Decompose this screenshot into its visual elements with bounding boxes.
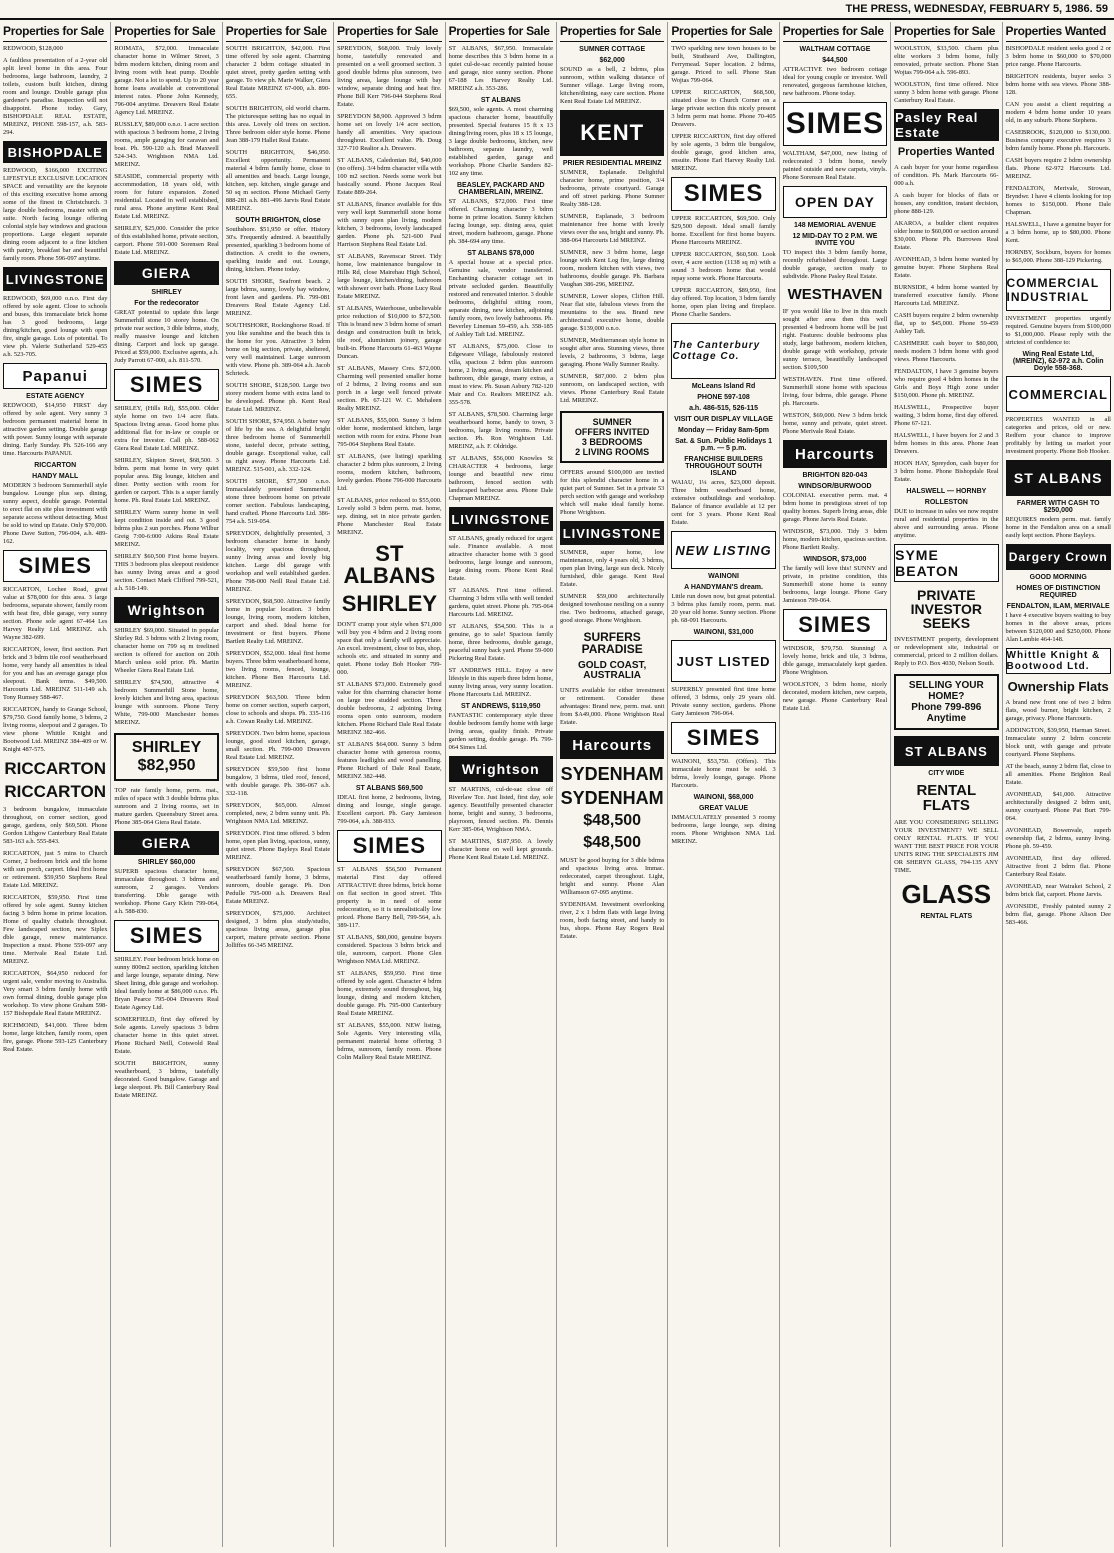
column-8 [780,22,891,1547]
classified-listing: SHIRLEY, $25,000. Consider the price of this established home, private section, carport. Phone 591-000 Sorensen Real Estate Ltd. MREINZ. [114,225,219,256]
classified-listing: ST ALBANS, Massey Cres. $72,000. Charming well presented smaller home of 2 bdrms, 2 living rooms and sun porch in a large well fenced private section. Ph. 67-121 W. C. Mehaleen Realty MREINZ. [337,365,442,412]
listing-headline: WALTHAM COTTAGE [799,46,871,53]
listing-headline: $44,500 [822,57,848,64]
classified-listing: ATTRACTIVE two bedroom cottage ideal for young couple or investor. Well renovated, gorgeous farmhouse kitchen, new bathroom. Phone today. [782,66,888,97]
classified-listing: AVONHEAD, Bowenvale, superb ownership flat, 2 bdrms, sunny living. Phone ph. 59-459. [1005,827,1111,850]
column-5 [446,22,557,1547]
column-heading: Properties Wanted [1006,22,1111,42]
display-heading: GOLD COAST, AUSTRALIA [577,660,647,681]
display-ad-line: 2 LIVING ROOMS [575,447,650,457]
classified-listing: ST ALBANS, Waterhouse, unbelievable price reduction of $10,000 to $72,500. This is brand new 3 bdrm home of smart design and construction built in brick, tile roof, aluminium joinery, garage built-in. Phone Harcourts 61-463 Wayne Duncan. [337,305,442,360]
classified-listing: ST MARTINS, $187,950. A lovely character home on well kept grounds. Phone Kent Real Estate Ltd. MREINZ. [448,838,553,861]
classified-listing: A special house at a special price. Genuine sale, vendor transferred. Enchanting character cottage set in private secluded garden. Beautifully restored and renovated interior. 3 double bedrooms, delightful sitting room, separate dining, new kitchen, adjoining family room, two lovely bathrooms. Ph. Beverley Lineman 59-459, a.h. 358-185 of Ashley Taft Ltd. MREINZ. [448,259,553,338]
classified-listing: UPPER RICCARTON, $89,950, first day offered. Top location, 3 bdrm family home, open plan living and fireplace. Phone Charlie Sanders. [671,287,776,318]
classified-listing: AT the beach, sunny 2 bdrm flat, close to all amenities. Phone Brighton Real Estate. [1005,763,1111,786]
classified-listing: ST ALBANS, $54,500. This is a genuine, go to sale! Spacious family home, three bedrooms, double garage, peaceful sunny back yard. Phone 59-000 Pickering Real Estate. [448,623,553,662]
agency-logo: Harcourts [560,731,664,759]
classified-listing: ST ALBANS, $55,000. Sunny 3 bdrm older home, modernised kitchen, large section with room for extra. Phone Ivan 795-064 Stephens Real Estate. [337,417,442,448]
listing-headline: BRIGHTON 820-043 [802,472,868,479]
listing-headline: Sat. & Sun. Public Holidays 1 p.m. — 5 p.m. [675,438,772,452]
listing-headline: 148 MEMORIAL AVENUE [793,222,876,229]
classified-listing: REDWOOD, $128,000 [3,45,63,52]
classified-listing: WOOLSTON, $33,500. Charm plus elite workers 3 bdrm home, fully renovated, private section. Phone Stan Wojtas 799-064 a.h. 596-893. [894,45,999,76]
classified-listing: WOOLSTON, first time offered. Nice sunny 3 bdrm home with garage. Phone Canterbury Real Estate. [894,81,999,104]
classified-listing: SUMNER, super home, low maintenance, only 4 years old, 3 bdrms, open plan living, large sun deck. Nicely furnished, dble garage. Kent Real Estate. [559,549,665,588]
classified-listing: $69,500, sole agents. A most charming spacious character home, beautifully presented. Special features 15 ft x 13 dining/living room, plus 18 x 15 lounge, 3 large double bedrooms, kitchen, new bathroom, separate laundry, well established garden, garage and workshop. Phone Charlie Sanders 82-102 any time. [448,106,553,177]
agency-logo: ST ALBANS [1006,460,1111,496]
classified-listing: INVESTMENT properties urgently required. Genuine buyers from $100,000 to $1,000,000. Please reply with the strictest of confidence to: [1005,315,1111,346]
column-1 [0,22,111,1547]
classified-listing: REQUIRES modern perm. mat. family home in the Fendalton area on a small easily kept section. Phone Bayleys. [1005,516,1111,539]
agency-logo: Whittle Knight & Bootwood Ltd. [1006,648,1111,674]
agency-logo: SIMES [3,550,107,582]
listing-headline: VISIT OUR DISPLAY VILLAGE [674,416,773,423]
classified-listing: SPREYDON, $68,500. Attractive family home in popular location. 3 bdrm lounge, living room, modern kitchen, carport and shed. Ideal home for investment or first buyers. Phone Bartlett Realty Ltd. MREINZ. [225,598,331,645]
display-heading: ST ALBANS [343,541,436,588]
classified-listing: REDWOOD, $69,000 o.n.o. First day offered by sole agent. Close to schools and buses, this immaculate brick home has 3 good bedrooms, large dining/kitchen, good lounge with open fire, single garage. Lots of potential. To view ph. Valerie Sutherland 529-455 a.h. 523-705. [3,295,108,358]
display-ad-line: 3 BEDROOMS [581,437,643,447]
classified-listing: SHIRLEY, (Hills Rd), $55,000. Older style home on two 1/4 acre flats. Spacious living areas. Good home plus additional flat for in-law or couple or extra for investor. Call ph. 588-062 Giera Real Estate Ltd. MREINZ. [114,405,219,452]
classified-listing: IDEAL first home, 2 bedrooms, living, dining and lounge, single garage. Excellent carport. Ph. Gary Jamieson 799-064, a.h. 388-933. [337,794,442,825]
classified-listing: Little run down now, but great potential. 3 bdrms plus family room, perm. mat. 20 year old home. Sunny section. Phone ph. 68-091 Harcourts. [671,593,776,624]
classified-listing: IF you would like to live in this much sought after area then this well presented 4 bedroom home will be just right. Features: double bedrooms plus study, large bathroom, modern kitchen, double garage with workshop, private sunny terrace, beautifully landscaped section. $109,500 [782,308,888,371]
classified-listing: SOUTH SHORE, $74,950. A better way of life by the sea. A delightful bright three bedroom home of Summerhill stone, tasteful decor, private setting, double garage. Exceptional value, call us right away. Phone Harcourts Ltd. MREINZ. 515-001, a.h. 332-124. [225,418,331,473]
classified-listing: SUMNER, Esplanade. Delightful character home, prime position, 3/4 bedrooms, private courtyard. Garage and off street parking. Phone Sumner Realty 388-128. [559,169,665,208]
classified-listing: FENDALTON, Merivale, Strowan, Bryndwr. I have 4 clients looking for top homes to $150,000. Phone Dale Chapman. [1005,185,1111,216]
listing-headline: HANDY MALL [32,473,79,480]
column-heading: Properties for Sale [337,22,441,42]
classified-listing: INVESTMENT property, development or redevelopment site, industrial or commercial, priced to 2 million dollars. Reply to P.O. Box 4030, Nelson South. [894,636,999,667]
classified-listing: UPPER RICCARTON, $69,500. Only $29,500 deposit. Ideal small family home. Excellent for first home buyers. Phone Harcourts MREINZ. [671,215,776,246]
agency-logo: LIVINGSTONE [449,507,553,531]
classified-listing: RICCARTON, just 5 mins to Church Corner, 2 bedroom brick and tile home with sun porch, carport. Ideal first home or retirement. $59,950 Stephens Real Estate Ltd. MREINZ. [3,850,108,889]
classified-listing: SPREYDON $67,500. Spacious weatherboard family home, 3 bdrms, sunroom, double garage. Ph. Don Pedulle 795-000 a.h. Dreavers Real Estate MREINZ. [225,866,331,905]
classified-listing: BURNSIDE, 4 bdrm home wanted by transferred executive family. Phone Harcourts Ltd. MREINZ. [894,284,999,307]
classified-listing: ST ALBANS, $59,950. First time offered by sole agent. Character 4 bdrm home, extremely sound throughout, big lounge, dining and modern kitchen, double garage. Ph. 795-000 Canterbury Real Estate MREINZ. [337,970,442,1017]
classified-listing: PROPERTIES WANTED in all categories and prices, old or new. Redfern your chance to improve profitably by letting us market your investment property. Phone Bob Hooker. [1005,416,1111,455]
classified-listing: SUPERBLY presented first time home offered, 3 bdrms, only 29 years old. Private sunny section, gardens. Phone Gary Jamieson 796-064. [671,686,776,717]
masthead-dateline: THE PRESS, WEDNESDAY, FEBRUARY 5, 1986. 59 [845,3,1108,15]
classified-listing: ST ALBANS, $56,000 Knowles St CHARACTER 4 bedrooms, large lounge and beautiful new rimu bathroom, fenced section with landscaped barbecue area. Phone Dale Chapman MREINZ. [448,455,553,502]
agency-logo: The Canterbury Cottage Co. [671,323,775,379]
agency-logo: BISHOPDALE [3,141,107,163]
listing-headline: ST ALBANS $78,000 [467,250,535,257]
classified-listing: SHIRLEY, Skipton Street, $68,500. 3 bdrm. perm mat home in very quiet popular area. Big lounge, kitchen and diner. Pretty section with room for garden or carport. This is a super family home. Ph. Real Estate Ltd. MREINZ. [114,457,219,504]
agency-logo: SIMES [783,609,887,641]
classified-listing: ST ALBANS. First time offered. Charming 3 bdrm villa with well tended gardens, quiet street. Phone ph. 795-064 Harcourts Ltd. MREINZ. [448,587,553,618]
classified-listing: AVONHEAD, first day offered. Attractive front 2 bdrm flat. Phone Canterbury Real Estate. [1005,855,1111,878]
agency-logo: Wrightson [449,756,553,782]
classified-listing: ST ALBANS, $80,000, genuine buyers considered. Spacious 3 bdrm brick and tile, sunroom, carport. Phone Glen Wrightson NMA Ltd. MREINZ. [337,934,442,965]
classified-listing: ST ANDREWS HILL. Enjoy a new lifestyle in this superb three bdrm home, sunny living areas, very sunny location. Phone Harcourts Ltd. MREINZ. [448,667,553,698]
agency-logo: SYME BEATON [894,544,998,582]
classified-listing: ST ALBANS, $78,500. Charming large weatherboard home, handy to town, 3 bedrooms, large living rooms. Private section. Ph. Ron Wrightson Ltd. MREINZ, a.h. F. Oldridge. [448,411,553,450]
classified-listing: SUMNER, Esplanade, 3 bedroom maintenance free home with lovely views over the sea, bright and sunny. Ph. 388-064 Harcourts Ltd MREINZ. [559,213,665,244]
listing-headline: GOOD MORNING [1029,574,1087,581]
classified-listing: FANTASTIC contemporary style three double bedroom family home with large living areas, quality finish. Private garden setting, double garage. Ph. 799-064 Simes Ltd. [448,712,553,751]
agency-logo: Pasley Real Estate [894,109,998,141]
display-ad-line: $82,950 [137,757,196,774]
classified-listing: UNITS available for either investment or retirement. Consider these advantages: Brand new, perm. mat. unit from $A49,000. Phone Wrightson Real Estate. [559,687,665,726]
classified-listing: WOOLSTON, 3 bdrm home, nicely decorated, modern kitchen, new carpets, new garage. Phone Canterbury Real Estate Ltd. [782,681,888,712]
agency-logo: SIMES [783,102,887,146]
agency-logo: Dargery Crown [1006,544,1111,570]
listing-headline: WINDSOR/BURWOOD [798,483,872,490]
listing-headline: BEASLEY, PACKARD AND CHAMBERLAIN, MREINZ. [457,182,545,196]
classified-listing: I have 4 executive buyers waiting to buy homes in the above areas, prices between $120,000 and $250,000. Phone Alan Lambie 464-148. [1005,612,1111,643]
listing-headline: FENDALTON, ILAM, MERIVALE [1006,603,1110,610]
column-6 [557,22,668,1547]
agency-logo: COMMERCIAL INDUSTRIAL [1006,269,1111,311]
classified-listing: IMMACULATELY presented 3 roomy bedrooms, large lounge, sep. dining room. Phone Wrightson NMA Ltd. MREINZ. [671,814,776,845]
listing-headline: WAINONI, $68,000 [693,794,754,801]
classified-listing: HOON HAY, Spreydon, cash buyer for 3 bdrm home. Phone Bishopdale Real Estate. [894,460,999,483]
listing-headline: For the redecorator [134,300,199,307]
classified-listing: BRIGHTON residents, buyer seeks 3 bdrm home with sea views. Phone 388-128. [1005,73,1111,96]
column-heading: Properties for Sale [783,22,887,42]
classified-listing: HORNBY, Sockburn, buyers for homes to $65,000. Phone 388-129 Pickering. [1005,249,1111,264]
agency-logo: LIVINGSTONE [560,521,664,545]
classified-listing: CASEBROOK, $120,000 to $130,000. Business company executive requires 3 bdrm family home. Phone ph. Harcourts. [1005,129,1111,152]
classified-listing: GREAT potential to update this large Summerhill stone 10 storey home. On private rear section, 3 dble bdrms, study, really massive lounge and kitchen dining. Carport and lock up garage. Priced at $59,000. Exclusive agents, a.h. Judy Parrott 67-000, a.h. 811-570. [114,309,219,364]
display-heading: SYDENHAM [560,788,664,808]
classified-listing: WESTHAVEN. First time offered. Summerhill stone home with spacious living, four bdrms, dble garage. Phone ph. Harcourts. [782,376,888,407]
classified-listing: WESTON, $69,000. New 3 bdrm brick home, sunny and private, quiet street. Phone Merivale Real Estate. [782,412,888,435]
column-4 [334,22,445,1547]
classified-listing: ST ALBANS $64,000. Sunny 3 bdrm character home with generous rooms, features leadlights and wood panelling. Phone Richard of Dale Real Estate, MREINZ 382-448. [337,741,442,780]
listing-headline: Wing Real Estate Ltd, (MREINZ), 62-972 a.h. Colin Doyle 558-368. [1012,351,1104,372]
classified-listing: SPREYDON $8,900. Approved 3 bdrm home set on lovely 1/4 acre section, handy all amenities. Very spacious throughout. Excellent value. Ph. Doug 327-710 Realtor a.h. Dreavers. [337,113,442,152]
display-heading: PRIVATE INVESTOR SEEKS [910,587,982,631]
classified-listing: ST ALBANS, $72,000. First time offered. Charming character 3 bdrm home in prime location. Sunny kitchen facing lounge, sep. dining area, quiet street, modern bathroom, garage. Phone ph. 384-694 any time. [448,198,553,245]
agency-logo: NEW LISTING [671,531,775,569]
classified-listing: SPREYDON, $75,000. Architect designed, 3 bdrm plus study/studio, spacious living areas, garage plus carport, mature private section. Phone Jolliffes 66-345 MREINZ. [225,910,331,949]
classified-listing: SOUTH BRIGHTON, $46,950. Excellent opportunity. Permanent material 4 bdrm family home, close to all amenities and beach. Large lounge, kitchen, sep. kitchen, single garage and 50 sq m section. Phone Michael Gerty 888-281 a.h. 881-496 Jarvis Real Estate MREINZ. [225,149,331,212]
classified-listing: SUMNER, new 3 bdrm home, large lounge with Kent Log fire, large dining room, modern kitchen with views, two bathrooms, double garage. Ph. Barbara Vaughan 386-296, MREINZ. [559,249,665,288]
classified-listing: CASH buyers require 2 bdrm ownership flats. Phone 62-972 Harcourts Ltd. MREINZ. [1005,157,1111,180]
agency-logo: JUST LISTED [671,640,775,682]
classified-listing: SPREYDON, $65,000. Almost completed, new, 2 bdrm sunny unit. Ph. Wrightson NMA Ltd. MREINZ. [225,802,331,825]
classified-listing: WAINONI, $53,750. (Offers). This immaculate home must be sold. 3 bdrms, lovely lounge, garage. Phone Harcourts. [671,758,776,789]
display-ad-line: SELLING YOUR HOME? [908,680,984,702]
classified-listing: ST ALBANS $73,000. Extremely good value for this charming character home on large tree studded section. Three double bedrooms, 2 adjoining living rooms open onto sunroom, modern kitchen. Phone Richard Dale Real Estate MREINZ 382-466. [337,681,442,736]
classified-listing: RICCARTON, Lochee Road, great value at $78,000 for this area. 3 large bedrooms, separate shower, family room with heat fire, dble garage, very sunny section. Phone sole agent 67-464 Les Harvey Realty Ltd. MREINZ. a.h. Wayne 382-699. [3,586,108,641]
listing-headline: RENTAL FLATS [920,913,973,920]
display-ad-box [560,411,664,463]
classified-listing: SPREYDON $63,500. Three bdrm home on corner section, superb carport, close to schools and shops. Ph. 335-116 a.h. Cowan Realty Ltd. MREINZ. [225,694,331,725]
classified-listing: HALSWELL, Prospective buyer waiting, 3 bdrm home, first day offered. Phone 67-121. [894,404,999,427]
classified-listing: SOUTH SHORE, $128,500. Large two storey modern home with extra land to be developed. Phone ph. Kent Real Estate Ltd. MREINZ. [225,382,331,413]
agency-logo: Harcourts [783,440,887,468]
classified-listing: CAN you assist a client requiring a modern 4 bdrm home under 10 years old, in any suburb. Phone Stephens. [1005,101,1111,124]
agency-logo: OPEN DAY [783,186,887,218]
classified-listing: SUPERB spacious character home, immaculate throughout. 3 bdrms and sunroom, 2 garages. Vendors transferring. Dble garage with workshop. Phone Gary Klein 799-064, a.h. 588-830. [114,868,219,915]
listing-headline: PRIER RESIDENTIAL MREINZ [562,160,662,167]
listing-headline: FARMER WITH CASH TO $250,000 [1016,500,1100,514]
listing-headline: 12 MID-DAY TO 2 P.M. WE INVITE YOU [792,233,878,247]
column-heading: Properties for Sale [894,22,998,42]
classified-listing: SPREYDON, delightfully presented, 3 bedroom character home in handy locality, very spacious throughout, sunny living areas and lovely big kitchen. Large dbl garage with workshop and well established garden. Phone 798-000 Neill Real Estate Ltd. MREINZ. [225,530,331,593]
classified-listing: SPREYDON, $68,000. Truly lovely home, tastefully renovated and presented on a well groomed section. 3 good double bdrms plus sunroom, two living areas, large lounge with bay window, separate dining and heat fire. Phone Bill Kerr 796-044 Stephens Real Estate. [337,45,442,108]
agency-logo: ST ALBANS [894,736,998,766]
display-heading: RICCARTON [4,759,107,778]
agency-logo: GIERA [114,261,218,285]
classified-listing: TWO sparkling new town houses to be built, Stratheard Ave, Dallington, Ferrymead. Super location. 2 bdrms, garage. Priced to sell. Phone Stan Wojtas 799-064. [671,45,776,84]
classified-listing: AKAROA, a builder client requires older home to $60,000 or section around $30,000. Phone Ph. Burrowes Real Estate. [894,220,999,251]
display-heading: SURFERS PARADISE [581,630,643,656]
listing-headline: SHIRLEY [151,289,182,296]
classified-listing: SOUTH BRIGHTON, $42,000. First time offered by sole agent. Charming character 2 bdrm cottage situated in quiet street, pretty garden setting with garage. To view ph. Marie Walker, Giera Real Estate MREINZ 67-000, a.h. 890-655. [225,45,331,100]
classified-listing: RUSSLEY, $89,000 o.n.o. 1 acre section with spacious 3 bedroom home, 2 living rooms, ample garaging for caravan and boat. Ph. 590-120 a.h. Brad Maxwell 524-343. Wrightson NMA Ltd. MREINZ. [114,121,219,168]
classified-listing: The family will love this! SUNNY and private, in pristine condition, this Summerhill stone home is sunny bedrooms, large lounge. Phone Gary Jamieson 799-064. [782,565,888,604]
classified-listing: HALSWELL, I have buyers for 2 and 3 bdrm homes in this area. Phone Jean Dreavers. [894,432,999,455]
classified-listing: DUE to increase in sales we now require rural and residential properties in the above and surrounding areas. Phone anytime. [894,508,999,539]
listing-headline: ST ALBANS [480,97,521,104]
display-heading: RICCARTON [4,782,107,801]
classified-listing: BISHOPDALE resident seeks good 2 or 3 bdrm home in $60,000 to $70,000 price range. Phone Harcourts. [1005,45,1111,68]
classified-listing: SHIRLEY. Four bedroom brick home on sunny 800m2 section, sparkling kitchen and large lounge, separate dining. New Sheet lining, dble garage and workshop. Ideal family home at $86,000 o.n.o. Ph. Bryan Pearce 795-004 Dreavers Real Estate Agency Ltd. [114,956,219,1011]
classified-listing: SPREYDON. First time offered. 3 bdrm home, open plan living, spacious, sunny, quiet street. Phone Bayleys Real Estate MREINZ. [225,830,331,861]
agency-logo: SIMES [114,369,218,401]
display-heading: Ownership Flats [1007,679,1109,694]
classified-listing: 3 bedroom bungalow, immaculate throughout, on corner section, good garage, gardens, only $69,500. Phone Gordon Lithgow Canterbury Real Estate 583-163 a.h. 555-843. [3,806,108,845]
column-3 [223,22,334,1547]
display-heading: Properties Wanted [897,146,995,158]
classified-listing: ROIMATA, $72,000. Immaculate character home in Wilmer Street, 3 bdrm modern kitchen, dining room and living room with heat pump. Double garage. Not a lot to spend. Up to 20 year home loans available at conventional interest rates. Phone John Kennedy, 796-004 anytime. Dreavers Real Estate Agency Ltd. MREINZ. [114,45,219,116]
classified-listing: RICCARTON, $59,950. First time offered by sole agent. Sunny kitchen facing 3 bdrm home in prime location. Home of quality chattels throughout. Few landscaped section, new Siplex dble garage, renew maintenance. Inspection a must. Phone 559-097 any time. Merivale Real Estate Ltd. MREINZ. [3,894,108,965]
classified-listing: SUMNER, $87,000. 2 bdrm plus sunroom, on landscaped section, with views. Phone Canterbury Real Estate Ltd. MREINZ. [559,373,665,404]
classified-listing: WINDSOR, $73,000. Tidy 3 bdrm home, modern kitchen, spacious section. Phone Bartlett Realty. [782,528,888,551]
classified-listing: TO inspect this 3 bdrm family home, recently refurbished throughout. Large double garage, section ready to subdivide. Phone Pasley Real Estate. [782,249,888,280]
classified-listing: AVONHEAD, near Wairakei School, 2 bdrm brick flat, carport. Phone Jarvis. [1005,883,1111,898]
classified-listing: CASHMERE cash buyer to $80,000, needs modern 3 bdrm home with good views. Phone Harcourts. [894,340,999,363]
display-ad-box [114,733,218,781]
listing-headline: WAINONI, $31,000 [693,629,754,636]
classified-listing: SUMNER $59,000 architecturally designed townhouse nestling on a sunny rise. Two bedrooms, attached garage, good storage. Phone Wrightson. [559,593,665,624]
listing-headline: WAINONI [708,573,739,580]
classified-listing: MUST be good buying for 3 dble bdrms and spacious living area. Immac. redecorated, carpet throughout. Light, bright and sunny. Phone Alan Williamson 67-095 anytime. [559,857,665,896]
listing-headline: A HANDYMAN'S dream. [684,584,763,591]
classified-listing: ST ALBANS, Caledonian Rd, $40,000 (no offers). 3/4 bdrm character villa with 100 m2 section. Needs some work but basically sound. Phone Jacques Real Estate 889-264. [337,157,442,196]
classified-listing: SPREYDON. Two bdrm home, spacious lounge, good sized kitchen, garage, small section. Ph. 799-000 Dreavers Real Estate Ltd. MREINZ. [225,730,331,761]
classified-listing: ST ALBANS, price reduced to $55,000. Lovely solid 3 bdrm perm. mat. home, sep. dining, set in nice private garden. Phone Manchester Real Estate MREINZ. [337,497,442,536]
listing-headline: SUMNER COTTAGE [579,46,646,53]
listing-headline: McLeans Island Rd [691,383,756,390]
classified-listing: ST ALBANS, $55,000. NEW listing, Sole Agents. Very interesting villa, permanent material home offering 3 bdrms, sunroom, family room. Phone Colin Mallory Real Estate MREINZ. [337,1022,442,1061]
agency-logo: GIERA [114,831,218,855]
classified-listing: RICCARTON, handy to Grange School, $79,750. Good family home, 3 bdrms, 2 living rooms, sleepout and 2 garages. To view phone Whittle Knight and Bootwood Ltd. MREINZ 384-409 or W. Knight 487-575. [3,706,108,753]
classified-listing: AVONSIDE, Freshly painted sunny 2 bdrm flat, garage. Phone Alison Dee 583-466. [1005,903,1111,926]
classified-listing: SOUTH BRIGHTON, sunny weatherboard, 3 bdrms, tastefully decorated. Good bungalow. Garage and large sleepout. Ph. Bill Canterbury Real Estate MREINZ. [114,1060,219,1099]
listing-headline: CITY WIDE [928,770,965,777]
listing-headline: HOMES OF DISTINCTION REQUIRED [1016,585,1101,599]
agency-logo: Wrightson [114,597,218,623]
classified-listing: A cash buyer for your home regardless of condition. Ph. Mark Harcourts 66-000 a.h. [894,164,999,187]
display-heading: GLASS [901,879,992,909]
classified-listing: SEASIDE, commercial property with accommodation, 18 years old, with room for future expansion. Zoned residential. Located in well established, rural area. Phone anytime Kent Real Estate Ltd. MREINZ. [114,173,219,220]
classified-listing: RICCARTON, lower, first section. Part brick and 3 bdrm tile roof weatherboard home, very handy all amenities is ideal for you and has an average garage plus sleepout. Bank terms. $49,500. Harcourts Ltd. MREINZ 511-149 a.h. Tony Rumsey 588-467. [3,646,108,701]
classified-listing: ST ALBANS, Ravenscar Street. Tidy home, low maintenance bungalow in Hills Rd, close Mairehau High School, large lounge, kitchen/dining, bathroom with shower over bath. Phone Lucy Real Estate MREINZ. [337,253,442,300]
classified-listing: SHIRLEY $69,000. Situated in popular Shirley Rd. 3 bdrms with 2 living room, character home on 799 sq m treelined section is offered for auction on 20th March unless sold prior. Ph. Martin Wheeler Giera Real Estate Ltd. [114,627,219,674]
classified-listing: ST ALBANS, finance available for this very well kept Summerhill stone home with sunny open plan living, modern kitchen, 3 bedrooms, lovely landscaped garden. Phone ph. 521-600 Paul Harrison Stephens Real Estate Ltd. [337,201,442,248]
classified-listing: UPPER RICCARTON, $68,500, situated close to Church Corner on a large private section this nicely present 3 bdrm perm mat home. Phone 70-405 Dreavers. [671,89,776,128]
display-ad-line: Phone 799-896 Anytime [911,702,982,724]
classified-listing: SOUTHSHORE, Rockinghorse Road. If you like sunshine and the beach this is the home for you. Attractive 3 bdrm home on big section, private, sheltered, very well maintained. Large sunroom with view. Phone ph. 389-064 a.h. Jacob Schrieck. [225,322,331,377]
classified-listing: AVONHEAD, 3 bdrm home wanted by genuine buyer. Phone Stephens Real Estate. [894,256,999,279]
listing-headline: ROLLESTON [924,499,968,506]
classified-listing: OFFERS around $100,000 are invited for this splendid character home in a quiet part of Sumner. Set in a private 53 perch section with garage and workshop which will make ideal family home. Phone Wrightson. [559,469,665,516]
classified-listing: FENDALTON, I have 3 genuine buyers who require good 4 bdrm homes in the Girls and Boys High zone under $150,000. Phone ph. MREINZ. [894,368,999,399]
classified-listing: ST ALBANS, greatly reduced for urgent sale. Finance available. A most attractive character home with 3 good bedrooms, large lounge and sunroom, large dining room. Phone Kent Real Estate. [448,535,553,582]
column-10 [1003,22,1114,1547]
classified-listing: REDWOOD, $14,950 FIRST day offered by sole agent. Very sunny 3 bedroom permanent material home in attractive garden setting. Double garage with power. Sunny lounge with separate dining. Early Sunday. Ph. 526-166 any time. Harcourts PAPANUI. [3,402,108,457]
classified-listing: SUMNER, Mediterranean style home in sought after area. Stunning views, three levels, 2 bathrooms, 3 bdrms, large garaging. Phone Wally Sumner Realty. [559,337,665,368]
listing-headline: ESTATE AGENCY [26,393,85,400]
classified-listing: TOP rate family home, perm. mat., miles of space with 3 double bdrms plus sunroom and 2 living rooms, set in mature garden. Queensbury Street area. Phone 385-064 Giera Real Estate. [114,787,219,826]
classified-listing: SOUTH BRIGHTON, old world charm. The picturesque setting has no equal in this area. Lovely old trees on section. Three bedroom older style home. Phone Jean 388-179 Hallet Real Estate. [225,105,331,144]
listing-headline: WINDSOR, $73,000 [803,556,867,563]
listing-headline: a.h. 486-515, 526-115 [689,405,758,412]
classified-listing: SOUTH SHORE, Seafront beach. 2 large bdrms, sunny, lovely bay window, front lawn and gardens. Ph. 799-081 Dreavers Real Estate Agency Ltd. MREINZ. [225,278,331,317]
listing-headline: FRANCHISE BUILDERS THROUGHOUT SOUTH ISLAND [684,456,763,477]
display-heading: RENTAL FLATS [916,782,977,814]
agency-logo: SIMES [671,177,775,211]
column-2 [111,22,222,1547]
listing-headline: RICCARTON [34,462,77,469]
classified-listing: WAIAU, 1¼ acres, $23,000 deposit. Three bdrm weatherboard home, extensive outbuildings and workshop. Balance of finance available at 12 per cent for 3 years. Phone Kent Real Estate. [671,479,776,526]
display-heading: $48,500 [583,812,642,829]
classified-listing: ARE YOU CONSIDERING SELLING YOUR INVESTMENT? WE SELL ONLY RENTAL FLATS. IF YOU WANT THE BEST PRICE FOR YOUR UNITS RING THE SPECIALISTS JIM OR SHERYN GLASS, 794-135 ANY TIME. [894,819,999,874]
display-ad-line: OFFERS INVITED [574,427,650,437]
classified-listing: MODERN 3 bedroom Summerhill style bungalow. Lounge plus sep. dining, sunny aspect, double garage. Potential to erect flat on site plus investment with separate access without detracting. Must be sold to wind up Estate. Only $70,000. Phone Dave Sutton, 796-004, a.h. 489-162. [3,482,108,545]
listing-headline: SHIRLEY $60,000 [137,859,196,866]
listing-headline: ST ANDREWS, $119,950 [461,703,541,710]
classified-listing: SYDENHAM. Investment overlooking river, 2 x 1 bdrm flats with large living room, both facing street, and handy to bus, shops. Phone Ray Rogers Real Estate. [559,901,665,940]
classified-listing: SPREYDON $59,500 first home bungalow, 3 bdrms, tiled roof, fenced, with double garage. Ph. 386-067 a.h. 332-118. [225,766,331,797]
classified-listing: DON'T cramp your style when $71,000 will buy you 4 bdrm and 2 living room space that only a family will appreciate. An excel. investment, close to bus, shop, schools etc. and situated in sunny and quiet. Phone today Bob Hooker 799-000. [337,621,442,676]
classified-listing: ST MARTINS, cul-de-sac close off Riverlaw Tce. Just listed, first day, sole agency. Beautifully presented character home, bright and sunny, 3 bedrooms, playroom, fenced section. Ph. Dennis Kerr 385-064, Wrightson NMA. [448,786,553,833]
agency-logo: LIVINGSTONE [3,267,107,291]
classified-listing: HALSWELL, I have a genuine buyer for a 3 bdrm home, up to $80,000. Phone Kent. [1005,221,1111,244]
classified-listing: SOUND as a bell, 2 bdrms, plus sunroom, within walking distance of Sumner village. Large living room, kitchen/dining, easy care section. Phone Kent Real Estate Ltd MREINZ. [559,66,665,105]
column-heading: Properties for Sale [226,22,330,42]
column-heading: Properties for Sale [449,22,553,42]
classified-listing: WINDSOR, $79,750. Stunning! A lovely home, brick and tile, 3 bdrms, dble garage, immaculately kept garden. Phone Wrightson. [782,645,888,676]
agency-logo: KENT [560,110,664,156]
classified-listing: A faultless presentation of a 2-year old split level home in this area. Four bedrooms, large bathroom, laundry, 2 toilets, custom built kitchen, dining room and lounge. Double garage plus gardener's paradise. Inspection will not disappoint. Phone today. Gary, BISHOPDALE REAL ESTATE, MREINZ, PHONE 598-157, a.h. 583-294. [3,57,108,136]
classified-listing: ST ALBANS, $75,000. Close to Edgeware Village, fabulously restored villa, spacious 2 bdrm plus sunroom home, 2 living areas, dream kitchen and bathroom, dble garage, many extras, a must to view. Ph. Susan Asbury 782-120 Mair and Co. Realtors MREINZ a.h. 355-578. [448,343,553,406]
display-ad-line: SUMNER [592,417,632,427]
listing-headline: Monday — Friday 8am-5pm [678,427,770,434]
classified-listing: SHIRLEY Warm sunny home in well kept condition inside and out. 3 good bdrms plus 2 sun porches. Phone Wilbur Greig 7:00-6:000 Atkins Real Estate MREINZ. [114,509,219,548]
column-7 [668,22,779,1547]
classified-listing: SOMERFIELD, first day offered by Sole agents. Lovely spacious 3 bdrm character home in this quiet street. Phone Richard Neill, Cotswold Real Estate. [114,1016,219,1055]
column-heading: Properties for Sale [3,22,107,42]
listing-headline: PHONE 597-108 [697,394,750,401]
display-ad-line: SHIRLEY [131,739,202,756]
listing-headline: $62,000 [599,57,625,64]
column-heading: Properties for Sale [671,22,775,42]
classified-listing: A brand new front one of two 2 bdrm flats, wood burner, bright kitchen, 2 garage, privacy. Phone Harcourts. [1005,699,1111,722]
column-heading: Properties for Sale [560,22,664,42]
column-9 [891,22,1002,1547]
classified-listing: UPPER RICCARTON, $60,500. Look over, 4 acre section (1138 sq m) with a sound 3 bedroom home that would repay some work. Phone Harcourts. [671,251,776,282]
column-heading: Properties for Sale [114,22,218,42]
classified-listing: AVONHEAD, $41,000. Attractive architecturally designed 2 bdrm unit, sunny courtyard. Phone Pat Burt 799-064. [1005,791,1111,822]
classified-listing: SUMNER, Lower slopes, Clifton Hill. Near flat site, fabulous views from the mountains to the sea. Brand new architectural executive home, double garage. $139,000 o.n.o. [559,293,665,332]
listing-headline: ST ALBANS $69,500 [355,785,423,792]
classified-listing: ST ALBANS, (see listing) sparkling character 2 bdrm plus sunroom, 2 living rooms, modern kitchen, bathroom, lovely garden. Phone 796-000 Harcourts Ltd. [337,453,442,492]
agency-logo: Papanui [3,363,107,389]
classified-listing: CASH buyers require 2 bdrm ownership flat, up to $45,000. Phone 59-459 Ashley Taft. [894,312,999,335]
classified-listing: SHIRLEY $74,500, attractive 4 bedroom Summerhill Stone home, lovely kitchen and living area, spacious lounge with sunroom. Phone Terry White, 799-000 Manchester homes MREINZ. [114,679,219,726]
classified-listing: RICHMOND, $41,000. Three bdrm home, large kitchen, family room, open fire, garage. Phone 593-125 Canterbury Real Estate. [3,1022,108,1053]
classified-listing: REDWOOD, $166,000 EXCITING LIFESTYLE EXCLUSIVE LOCATION SPACE and versatility are the keynote of this exciting executive home among some of the finest in Christchurch. 3 large double bedrooms, master with en suite. North facing lounge offering colonial style bay windows and gracious proportions. Large elegant separate dining room adjacent to a fine kitchen with pantry, breakfast bar and beautiful family room. Phone 596-097 anytime. [3,167,108,262]
classified-listing: SHIRLEY $60,500 First home buyers. THIS 3 bedroom plus sleepout residence has sunny living areas and a good section. Contact Mark Clifford 799-521, a.h. 518-149. [114,553,219,592]
classified-listing: SOUTH SHORE, $77,500 o.n.o. Immaculately presented Summerhill stone three bedroom home on private corner section. Fabulous landscaping, hand crafted. Phone Harcourts Ltd. 386-754 a.h. 519-054. [225,478,331,525]
classified-listing: A cash buyer for blocks of flats or houses, any condition, instant decision, phone 888-129. [894,192,999,215]
agency-logo: COMMERCIAL [1006,376,1111,412]
listing-headline: HALSWELL — HORNBY [906,488,987,495]
display-heading: SHIRLEY [341,591,438,616]
listing-headline: SOUTH BRIGHTON, close [235,217,321,224]
agency-logo: SIMES [337,830,441,862]
display-heading: $48,500 [583,834,642,851]
classified-listing: WALTHAM, $47,000, new listing of redecorated 3 bdrm home, newly painted outside and new carpets, vinyls. Phone Sorensen Real Estate. [782,150,888,181]
listing-headline: GREAT VALUE [698,805,749,812]
display-ad-box [894,674,998,730]
classified-listing: RICCARTON, $64,950 reduced for urgent sale, vendor moving to Australia. Very smart 3 bdrm family home with own formal dining, double garage plus workshop. To view phone Graham 598-157 Bishopdale Real Estate MREINZ. [3,970,108,1017]
classified-listing: Southshore. $51,950 or offer. History 30's. Frequently admired. A beautifully presented, sparkling 3 bedroom home of distinction. A credit to the owners, sparkling inside and out. Lounge, dining, kitchen. Phone today. [225,226,331,273]
classified-listing: SPREYDON, $52,000. Ideal first home buyers. Three bdrm weatherboard home, two living rooms, fenced, lounge, kitchen. Phone Ben Harcourts Ltd. MREINZ. [225,650,331,689]
masthead [0,0,1114,20]
classified-listing: COLONIAL executive perm. mat. 4 bdrm home in prestigious street of top quality homes. Superb living areas, dble garage. Phone Jarvis Real Estate. [782,492,888,523]
classified-listing: ADDINGTON, $39,950, Harman Street. Immaculate sunny 2 bdrm concrete block unit, with garage and private courtyard. Phone Stephens. [1005,727,1111,758]
display-heading: WESTHAVEN [787,286,883,303]
display-heading: SYDENHAM [560,764,664,784]
classified-listing: ST ALBANS, $67,950. Immaculate home describes this 3 bdrm home in a quiet cul-de-sac recently painted house and garage, nice sunny section. Phone 67-188 Les Harvey Realty Ltd. MREINZ a.h. 353-286. [448,45,553,92]
agency-logo: SIMES [671,722,775,754]
classified-columns [0,22,1114,1547]
classified-listing: UPPER RICCARTON, first day offered by sole agents, 3 bdrm tile bungalow, double garage, good kitchen area, ensuite. Phone Earl Harvey Realty Ltd. MREINZ. [671,133,776,172]
agency-logo: SIMES [114,920,218,952]
classified-listing: ST ALBANS $56,500 Permanent material First day offered ATTRACTIVE three bdrms, brick home on flat section in good street. This property is in need of some redecoration, so it is unrealistically low priced. Phone Barry Bell, 799-564, a.h. 389-117. [337,866,442,929]
